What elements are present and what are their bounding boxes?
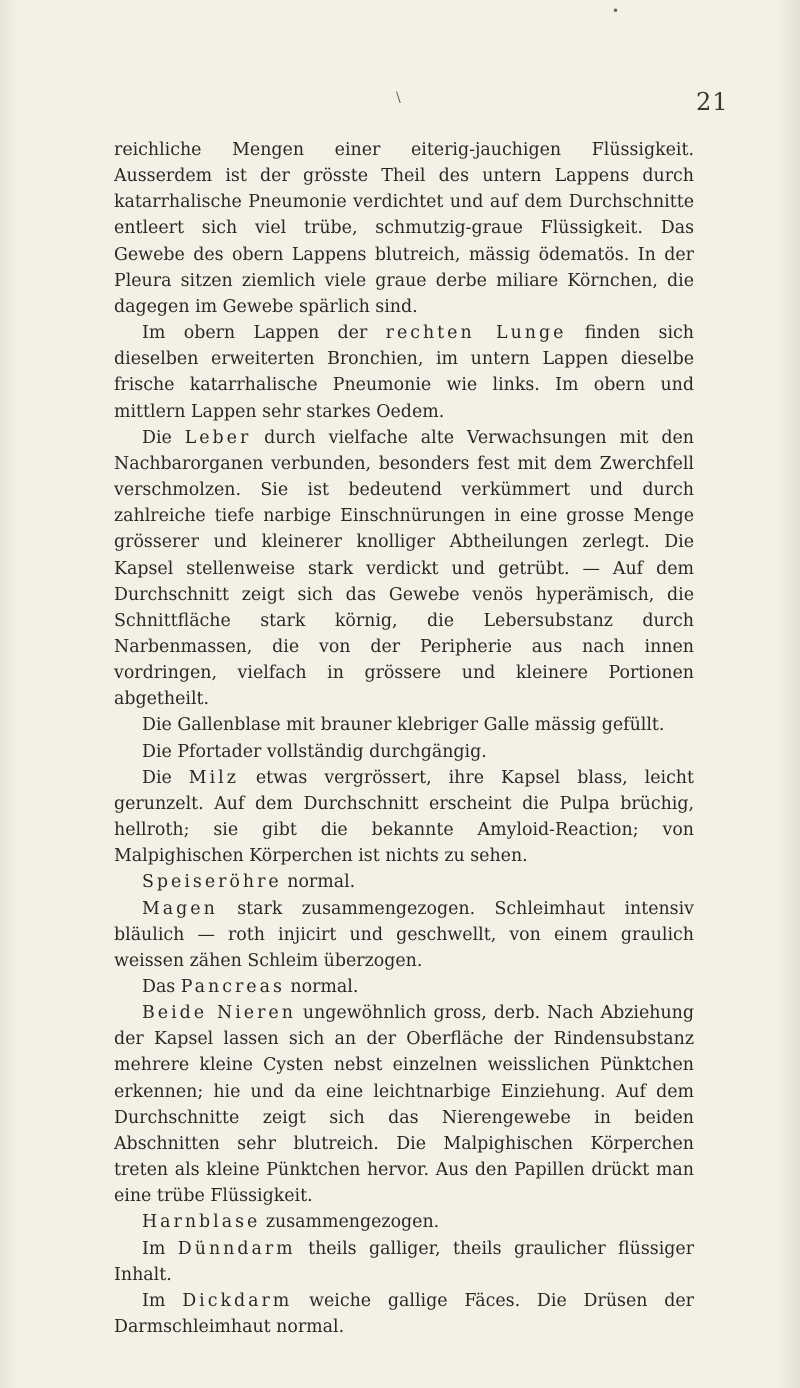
paragraph-text: Die Pfortader vollständig durchgängig. [142,741,487,762]
paragraph-text: stark zusammengezogen. Schleimhaut intensiv bläulich — roth injicirt und geschwellt, von einem graulich weissen zähen Schleim überzogen. [114,898,694,971]
paragraph-portal-vein [114,739,694,765]
paragraph-text: normal. [284,977,359,997]
paragraph-stomach [114,896,694,974]
paragraph-esophagus [114,869,694,895]
organ-heading: Speiseröhre [142,872,282,893]
paragraph-text: etwas vergrössert, ihre Kapsel blass, leicht gerunzelt. Auf dem Durchschnitt erscheint die Pulpa brüchig, hellroth; sie gibt die bekannte Amyloid-Reaction; von Malpighischen Körperchen ist nichts zu sehen. [114,767,695,867]
paragraph-text: zusammengezogen. [260,1212,440,1233]
paragraph-text: finden sich dieselben erweiterten Bronchien, im untern Lappen dieselbe frische katarrhalische Pneumonie wie links. Im obern und mittlern Lappen sehr starkes Oedem. [114,323,694,422]
paragraph-small-intestine [114,1236,694,1288]
paragraph-pancreas [114,974,694,1000]
paragraph-text: reichliche Mengen einer eiterig-jauchigen Flüssigkeit. Ausserdem ist der grösste Theil des untern Lappens durch katarrhalische Pneumonie verdichtet und auf dem Durchschnitte entleert sich viel trübe, schmutzig-graue Flüssigkeit. Das Gewebe des obern Lappens blutreich, mässig ödematös. In der Pleura sitzen ziemlich viele graue derbe miliare Körnchen, die dagegen im Gewebe spärlich sind. [114,140,694,317]
paragraph-text: weiche gallige Fäces. Die Drüsen der Darmschleimhaut normal. [114,1290,694,1338]
print-mark-top: • [612,4,620,18]
organ-heading: Dickdarm [182,1290,293,1311]
paragraph-text: ungewöhnlich gross, derb. Nach Abziehung der Kapsel lassen sich an der Oberfläche der Rindensubstanz mehrere kleine Cysten nebst einzelnen weisslichen Pünktchen erkennen; hie und da eine leichtnarbige Einziehung. Auf dem Durchschnitte zeigt sich das Nierengewebe in beiden Abschnitten sehr blutreich. Die Malpighischen Körperchen treten als kleine Pünktchen hervor. Aus den Papillen drückt man eine trübe Flüssigkeit. [114,1003,694,1207]
paragraph-text: normal. [281,872,356,893]
paragraph-large-intestine [114,1288,694,1340]
paragraph-gallbladder [114,712,694,738]
paragraph-lead: Im obern Lappen der [142,323,386,344]
paragraph-spleen [114,765,694,870]
paragraph-lead: Im [142,1238,178,1259]
organ-heading: Harnblase [142,1212,261,1233]
paragraph-lead: Die [142,767,189,788]
paragraph-text: theils galliger, theils graulicher flüssiger Inhalt. [114,1238,695,1285]
organ-heading: Pancreas [180,977,285,997]
organ-heading: Magen [142,898,218,919]
print-mark-mid: \ [396,90,401,106]
paragraph-lead: Im [142,1290,183,1311]
paragraph-text: durch vielfache alte Verwachsungen mit den Nachbarorganen verbunden, besonders fest mit dem Zwerchfell verschmolzen. Sie ist bedeutend verkümmert und durch zahlreiche tiefe narbige Einschnürungen in eine grosse Menge grösserer und kleinerer knolliger Abtheilungen zerlegt. Die Kapsel stellenweise stark verdickt und getrübt. — Auf dem Durchschnitt zeigt sich das Gewebe venös hyperämisch, die Schnittfläche stark körnig, die Lebersubstanz durch Narbenmassen, die von der Peripherie aus nach innen vordringen, vielfach in grössere und kleinere Portionen abgetheilt. [114,427,694,710]
organ-heading: Dünndarm [177,1238,296,1259]
paragraph-right-lung [114,320,694,425]
body-text [114,137,694,1340]
page-number: 21 [696,88,729,116]
organ-heading: Milz [188,767,239,788]
paragraph-liver [114,425,694,713]
paragraph-lead: Die [142,427,185,448]
organ-heading: Leber [184,427,252,448]
paragraph-bladder [114,1209,694,1235]
paragraph-lead: Das [142,977,181,997]
organ-heading: rechten Lunge [385,323,567,344]
paragraph-text: Die Gallenblase mit brauner klebriger Galle mässig gefüllt. [142,715,665,736]
paragraph-left-lung [114,137,694,320]
paragraph-kidneys [114,1000,694,1209]
organ-heading: Beide Nieren [142,1003,296,1024]
